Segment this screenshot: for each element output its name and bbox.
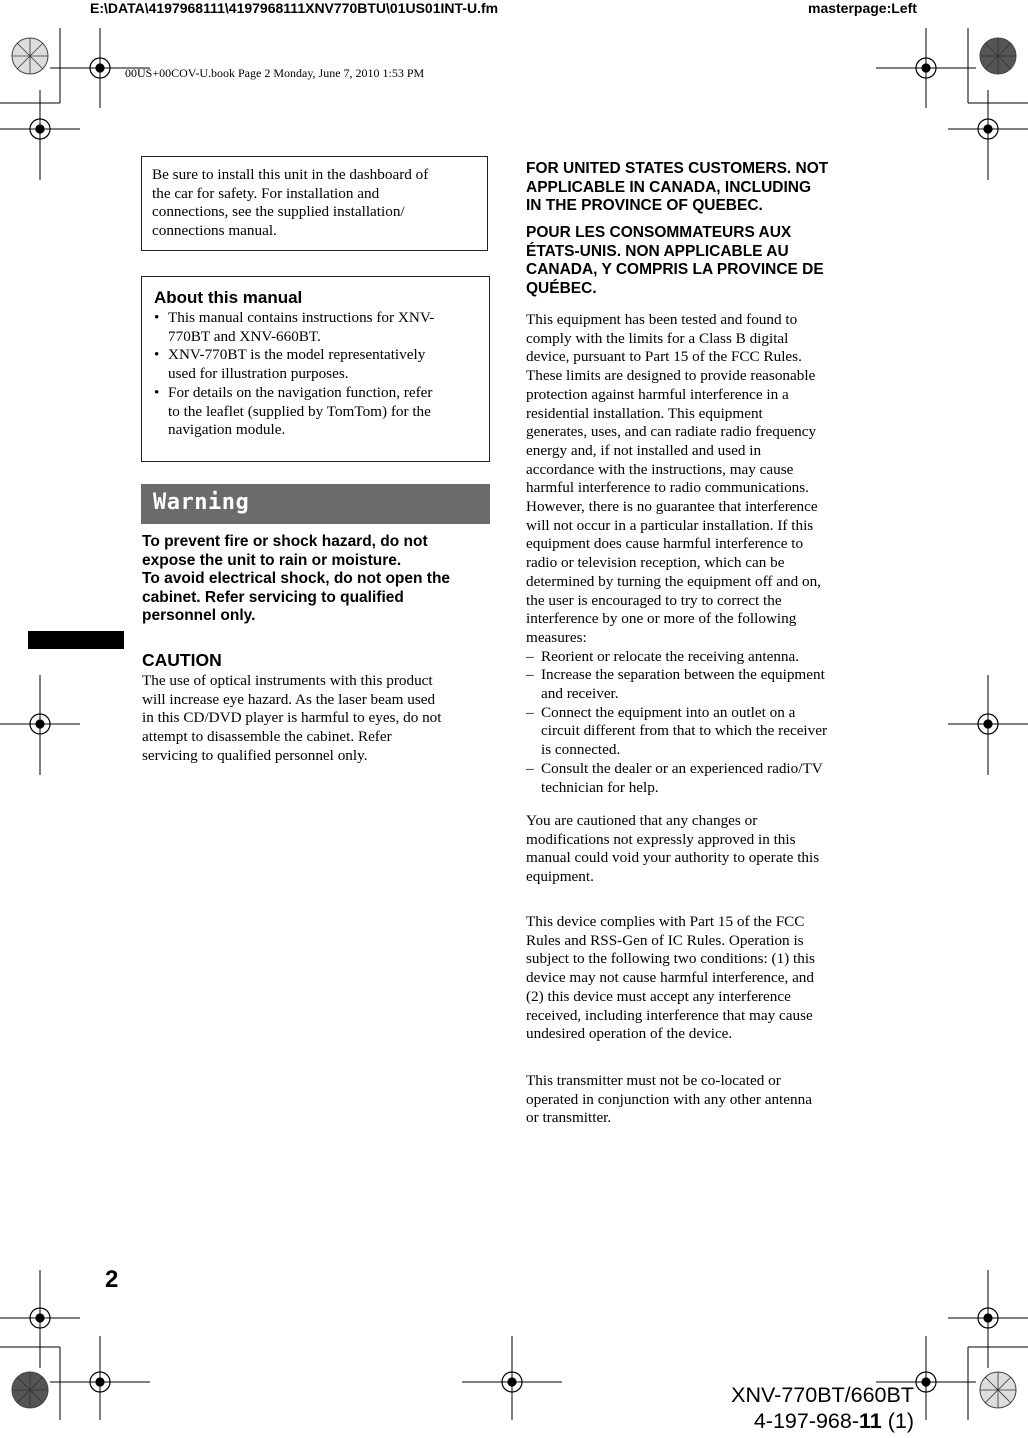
fcc-line: will not occur in a particular installation. If this bbox=[526, 516, 814, 534]
fcc-line: measures: bbox=[526, 628, 587, 646]
heading-line: IN THE PROVINCE OF QUEBEC. bbox=[526, 197, 763, 215]
about-bullet: • XNV-770BT is the model representatively used for illustration purposes. bbox=[154, 346, 477, 383]
measure-line: technician for help. bbox=[541, 778, 659, 796]
bullet-line: used for illustration purposes. bbox=[168, 365, 349, 383]
part-code-revision: 11 bbox=[859, 1409, 882, 1433]
measure-item bbox=[526, 760, 876, 797]
about-manual-box bbox=[141, 276, 490, 462]
fcc-line: energy and, if not installed and used in bbox=[526, 441, 762, 459]
install-note-line: connections manual. bbox=[152, 222, 277, 240]
part-code bbox=[700, 1408, 914, 1434]
heading-line: POUR LES CONSOMMATEURS AUX bbox=[526, 224, 792, 241]
measure-item bbox=[526, 648, 876, 667]
section-tab-bar bbox=[28, 631, 124, 649]
bullet-line: XNV-770BT is the model representatively bbox=[168, 346, 426, 364]
fcc-line: radio or television reception, which can be bbox=[526, 554, 785, 572]
transmitter-line: or transmitter. bbox=[526, 1109, 612, 1127]
measure-line: Increase the separation between the equipment bbox=[541, 666, 825, 684]
caution-line: The use of optical instruments with this product bbox=[142, 672, 433, 689]
page-number: 2 bbox=[105, 1266, 119, 1293]
masterpage-label: masterpage:Left bbox=[808, 0, 917, 16]
heading-line: APPLICABLE IN CANADA, INCLUDING bbox=[526, 178, 812, 196]
measure-line: circuit different from that to which the receiver bbox=[541, 722, 828, 740]
transmitter-line: operated in conjunction with any other antenna bbox=[526, 1090, 812, 1108]
bullet-line: This manual contains instructions for XNV- bbox=[168, 309, 435, 326]
measure-line: Reorient or relocate the receiving antenna. bbox=[541, 647, 800, 665]
part15-line: device may not cause harmful interference, and bbox=[526, 969, 814, 987]
measure-line: is connected. bbox=[541, 741, 621, 759]
about-manual-title: About this manual bbox=[154, 288, 303, 307]
model-name: XNV-770BT/660BT bbox=[731, 1383, 914, 1407]
changes-line: manual could void your authority to operate this bbox=[526, 849, 820, 867]
file-path: E:\DATA\4197968111\4197968111XNV770BTU\01US01INT-U.fm bbox=[90, 0, 499, 16]
part15-line: This device complies with Part 15 of the FCC bbox=[526, 913, 805, 930]
fcc-line: accordance with the instructions, may cause bbox=[526, 460, 794, 478]
measure-item bbox=[526, 704, 876, 760]
warning-line: To avoid electrical shock, do not open the bbox=[142, 570, 451, 587]
transmitter-line: This transmitter must not be co-located or bbox=[526, 1072, 781, 1089]
fcc-line: device, pursuant to Part 15 of the FCC Rules. bbox=[526, 348, 802, 366]
caution-line: in this CD/DVD player is harmful to eyes, do not bbox=[142, 709, 442, 727]
fcc-line: However, there is no guarantee that interference bbox=[526, 498, 818, 516]
about-bullet: • For details on the navigation function, refer to the leaflet (supplied by TomTom) for the navigation module. bbox=[154, 384, 477, 440]
part-code-suffix: (1) bbox=[881, 1409, 914, 1433]
bullet-line: 770BT and XNV-660BT. bbox=[168, 327, 321, 345]
transmitter-statement bbox=[526, 1072, 876, 1128]
measure-line: Consult the dealer or an experienced radio/TV bbox=[541, 759, 823, 777]
warning-line: expose the unit to rain or moisture. bbox=[142, 551, 402, 569]
changes-line: You are cautioned that any changes or bbox=[526, 812, 758, 829]
heading-line: QUÉBEC. bbox=[526, 279, 597, 297]
caution-line: attempt to disassemble the cabinet. Refer bbox=[142, 728, 392, 746]
install-note-line: Be sure to install this unit in the dashboard of bbox=[152, 166, 429, 183]
install-note-line: the car for safety. For installation and bbox=[152, 184, 380, 202]
warning-heading: Warning bbox=[141, 484, 490, 524]
heading-line: ÉTATS-UNIS. NON APPLICABLE AU bbox=[526, 242, 789, 260]
heading-line: FOR UNITED STATES CUSTOMERS. NOT bbox=[526, 160, 829, 177]
caution-line: servicing to qualified personnel only. bbox=[142, 746, 368, 764]
warning-line: To prevent fire or shock hazard, do not bbox=[142, 533, 428, 550]
part15-line: (2) this device must accept any interference bbox=[526, 987, 791, 1005]
caution-heading: CAUTION bbox=[142, 650, 222, 670]
warning-line: cabinet. Refer servicing to qualified bbox=[142, 588, 404, 606]
fcc-line: harmful interference to radio communications. bbox=[526, 479, 809, 497]
us-customers-heading bbox=[526, 160, 876, 216]
fr-customers-heading bbox=[526, 224, 876, 298]
measure-item bbox=[526, 666, 876, 703]
warning-text bbox=[142, 533, 492, 626]
part15-line: received, including interference that may cause bbox=[526, 1006, 813, 1024]
install-note-line: connections, see the supplied installation/ bbox=[152, 203, 405, 221]
book-info-line: 00US+00COV-U.book Page 2 Monday, June 7, 2010 1:53 PM bbox=[125, 66, 425, 80]
warning-line: personnel only. bbox=[142, 607, 256, 624]
dash-marker: – bbox=[526, 666, 534, 684]
bullet-line: navigation module. bbox=[168, 421, 286, 439]
caution-text bbox=[142, 672, 492, 766]
fcc-line: This equipment has been tested and found to bbox=[526, 311, 798, 328]
model-footer bbox=[700, 1382, 914, 1434]
bullet-line: For details on the navigation function, refer bbox=[168, 383, 433, 401]
changes-caution bbox=[526, 812, 876, 887]
install-note-box bbox=[141, 156, 488, 251]
fcc-line: determined by turning the equipment off and on, bbox=[526, 572, 821, 590]
about-bullet: • This manual contains instructions for XNV- 770BT and XNV-660BT. bbox=[154, 309, 477, 346]
dash-marker: – bbox=[526, 647, 534, 665]
heading-line: CANADA, Y COMPRIS LA PROVINCE DE bbox=[526, 261, 824, 279]
fcc-line: interference by one or more of the following bbox=[526, 610, 797, 628]
fcc-line: comply with the limits for a Class B digital bbox=[526, 329, 789, 347]
part15-line: subject to the following two conditions: (1) this bbox=[526, 950, 815, 968]
caution-line: will increase eye hazard. As the laser beam used bbox=[142, 690, 436, 708]
changes-line: modifications not expressly approved in this bbox=[526, 830, 796, 848]
dash-marker: – bbox=[526, 759, 534, 777]
fcc-line: These limits are designed to provide reasonable bbox=[526, 367, 816, 385]
fcc-line: protection against harmful interference in a bbox=[526, 385, 789, 403]
fcc-line: residential installation. This equipment bbox=[526, 404, 763, 422]
fcc-line: the user is encouraged to try to correct the bbox=[526, 591, 782, 609]
part15-statement bbox=[526, 913, 876, 1044]
fcc-line: equipment does cause harmful interference to bbox=[526, 535, 804, 553]
bullet-line: to the leaflet (supplied by TomTom) for the bbox=[168, 402, 431, 420]
changes-line: equipment. bbox=[526, 868, 594, 886]
part15-line: Rules and RSS-Gen of IC Rules. Operation is bbox=[526, 931, 804, 949]
part15-line: undesired operation of the device. bbox=[526, 1025, 733, 1043]
dash-marker: – bbox=[526, 703, 534, 721]
part-code-prefix: 4-197-968- bbox=[753, 1409, 860, 1433]
fcc-statement bbox=[526, 311, 876, 797]
fcc-line: generates, uses, and can radiate radio frequency bbox=[526, 423, 817, 441]
measure-line: Connect the equipment into an outlet on a bbox=[541, 703, 796, 721]
measure-line: and receiver. bbox=[541, 685, 619, 703]
